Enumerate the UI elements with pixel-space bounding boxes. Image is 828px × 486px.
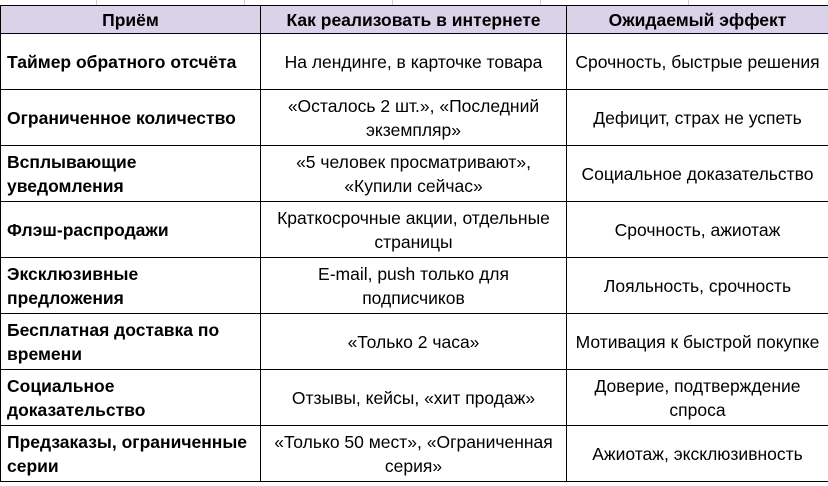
how-cell: E-mail, push только для подписчиков [261,258,567,314]
effect-cell: Срочность, быстрые решения [567,34,828,90]
table-row [1,258,828,314]
technique-cell: Флэш-распродажи [1,202,261,258]
effect-cell: Ажиотаж, эксклюзивность [567,426,828,482]
header-effect: Ожидаемый эффект [567,6,828,34]
table-row [1,146,828,202]
technique-cell: Предзаказы, ограниченные серии [1,426,261,482]
effect-cell: Мотивация к быстрой покупке [567,314,828,370]
effect-cell: Срочность, ажиотаж [567,202,828,258]
technique-cell: Бесплатная доставка по времени [1,314,261,370]
technique-cell: Социальное доказательство [1,370,261,426]
how-cell: «Только 50 мест», «Ограниченная серия» [261,426,567,482]
effect-cell: Лояльность, срочность [567,258,828,314]
table-row [1,202,828,258]
how-cell: «5 человек просматривают», «Купили сейчас» [261,146,567,202]
table-row [1,314,828,370]
how-cell: Отзывы, кейсы, «хит продаж» [261,370,567,426]
table-row [1,370,828,426]
effect-cell: Доверие, подтверждение спроса [567,370,828,426]
spreadsheet-grid-strip [0,0,828,5]
how-cell: «Только 2 часа» [261,314,567,370]
header-technique: Приём [1,6,261,34]
table-row [1,90,828,146]
effect-cell: Дефицит, страх не успеть [567,90,828,146]
header-row [1,6,828,34]
table-row [1,426,828,482]
technique-cell: Всплывающие уведомления [1,146,261,202]
header-how: Как реализовать в интернете [261,6,567,34]
persuasion-techniques-table [0,5,828,482]
technique-cell: Эксклюзивные предложения [1,258,261,314]
how-cell: На лендинге, в карточке товара [261,34,567,90]
technique-cell: Таймер обратного отсчёта [1,34,261,90]
table-row [1,34,828,90]
how-cell: «Осталось 2 шт.», «Последний экземпляр» [261,90,567,146]
effect-cell: Социальное доказательство [567,146,828,202]
how-cell: Краткосрочные акции, отдельные страницы [261,202,567,258]
technique-cell: Ограниченное количество [1,90,261,146]
